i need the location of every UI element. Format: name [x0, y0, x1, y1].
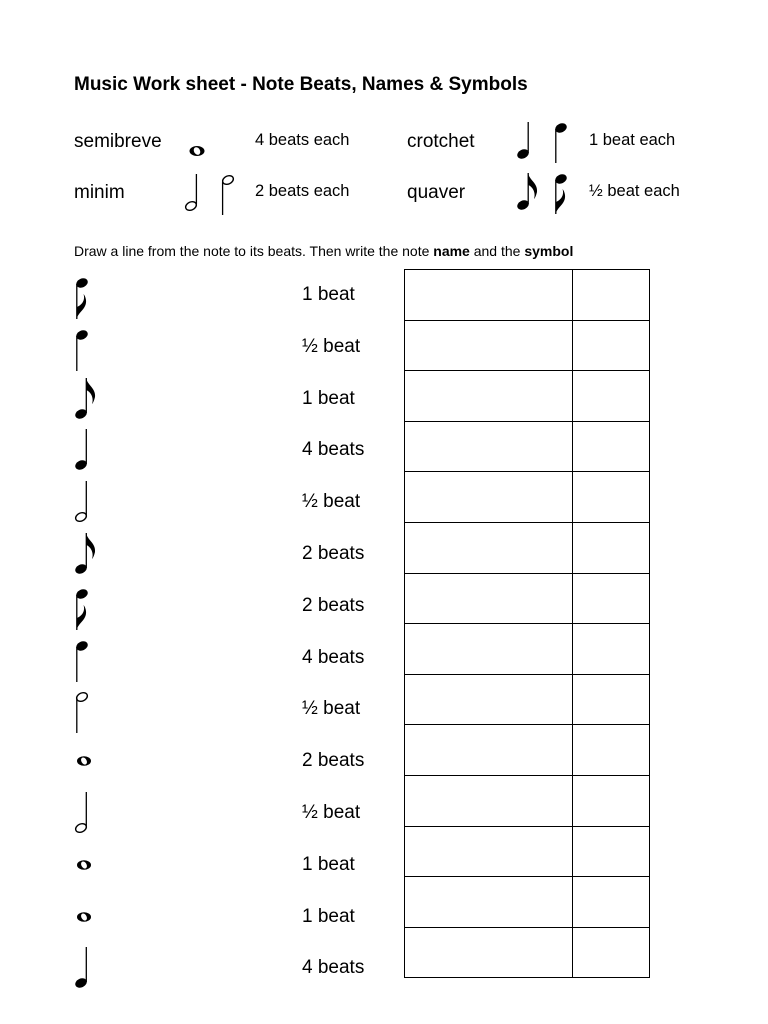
answer-symbol-cell[interactable] — [573, 421, 650, 472]
crotchet-up-icon — [73, 945, 103, 995]
quaver-up-icon — [73, 376, 103, 426]
answer-symbol-cell[interactable] — [573, 877, 650, 928]
answer-symbol-cell[interactable] — [573, 775, 650, 826]
answer-row — [405, 270, 650, 321]
semibreve-icon — [187, 143, 207, 159]
answer-row — [405, 826, 650, 877]
answer-row — [405, 725, 650, 776]
minim-down-icon — [219, 172, 239, 218]
crotchet-down-icon — [73, 327, 103, 377]
beat-label: ½ beat — [302, 491, 361, 513]
answer-name-cell[interactable] — [405, 927, 573, 978]
key-semibreve-label: semibreve — [74, 131, 162, 152]
answer-name-cell[interactable] — [405, 775, 573, 826]
beat-label: 2 beats — [302, 543, 365, 564]
minim-up-icon — [73, 479, 103, 529]
answer-name-cell[interactable] — [405, 624, 573, 675]
crotchet-up-icon — [516, 120, 536, 162]
answer-name-cell[interactable] — [405, 826, 573, 877]
beat-label: ½ beat — [302, 335, 361, 357]
answer-row — [405, 877, 650, 928]
answer-row — [405, 624, 650, 675]
key-minim-label: minim — [74, 182, 125, 203]
answer-row — [405, 472, 650, 523]
answer-row — [405, 775, 650, 826]
instructions: Draw a line from the note to its beats. Then write the note name and the symbol — [74, 243, 574, 259]
quaver-down-icon — [73, 586, 103, 636]
answer-name-cell[interactable] — [405, 320, 573, 371]
beat-label: 2 beats — [302, 750, 365, 772]
answer-name-cell[interactable] — [405, 573, 573, 624]
answer-symbol-cell[interactable] — [573, 826, 650, 877]
beat-label: 1 beat — [302, 387, 355, 409]
quaver-up-icon — [73, 531, 103, 581]
answer-name-cell[interactable] — [405, 371, 573, 422]
quaver-down-icon — [552, 171, 572, 217]
answer-table — [404, 269, 650, 978]
answer-row — [405, 674, 650, 725]
answer-row — [405, 320, 650, 371]
quaver-down-icon — [73, 275, 103, 325]
key-quaver-label: quaver — [407, 182, 466, 203]
answer-symbol-cell[interactable] — [573, 725, 650, 776]
crotchet-down-icon — [73, 638, 103, 688]
minim-down-icon — [73, 689, 103, 739]
minim-up-icon — [184, 172, 204, 214]
answer-symbol-cell[interactable] — [573, 674, 650, 725]
answer-row — [405, 371, 650, 422]
answer-symbol-cell[interactable] — [573, 320, 650, 371]
answer-name-cell[interactable] — [405, 472, 573, 523]
answer-row — [405, 421, 650, 472]
answer-symbol-cell[interactable] — [573, 573, 650, 624]
answer-name-cell[interactable] — [405, 522, 573, 573]
answer-symbol-cell[interactable] — [573, 270, 650, 321]
beat-label: ½ beat — [302, 698, 361, 720]
beat-label: 2 beats — [302, 594, 365, 616]
answer-row — [405, 573, 650, 624]
beat-label: 1 beat — [302, 284, 355, 305]
crotchet-down-icon — [552, 120, 572, 166]
beat-label: 4 beats — [302, 439, 365, 461]
answer-name-cell[interactable] — [405, 725, 573, 776]
answer-symbol-cell[interactable] — [573, 522, 650, 573]
answer-symbol-cell[interactable] — [573, 472, 650, 523]
answer-symbol-cell[interactable] — [573, 624, 650, 675]
crotchet-up-icon — [73, 427, 103, 477]
answer-name-cell[interactable] — [405, 421, 573, 472]
beat-label: ½ beat — [302, 802, 361, 823]
worksheet-title: Music Work sheet - Note Beats, Names & Symbols — [74, 74, 528, 95]
answer-name-cell[interactable] — [405, 674, 573, 725]
beat-label: 4 beats — [302, 646, 365, 668]
key-crotchet-label: crotchet — [407, 131, 475, 152]
minim-up-icon — [73, 790, 103, 840]
answer-name-cell[interactable] — [405, 877, 573, 928]
key-minim-beats: 2 beats each — [255, 182, 350, 200]
key-semibreve-beats: 4 beats each — [255, 131, 350, 149]
key-quaver-beats: ½ beat each — [589, 182, 680, 200]
beat-label: 1 beat — [302, 905, 355, 927]
quaver-up-icon — [516, 171, 542, 213]
answer-name-cell[interactable] — [405, 270, 573, 321]
beat-label: 1 beat — [302, 853, 355, 875]
answer-symbol-cell[interactable] — [573, 371, 650, 422]
key-crotchet-beats: 1 beat each — [589, 131, 676, 149]
answer-symbol-cell[interactable] — [573, 927, 650, 978]
answer-row — [405, 927, 650, 978]
answer-row — [405, 522, 650, 573]
beat-label: 4 beats — [302, 957, 365, 979]
semibreve-icon — [73, 857, 103, 907]
